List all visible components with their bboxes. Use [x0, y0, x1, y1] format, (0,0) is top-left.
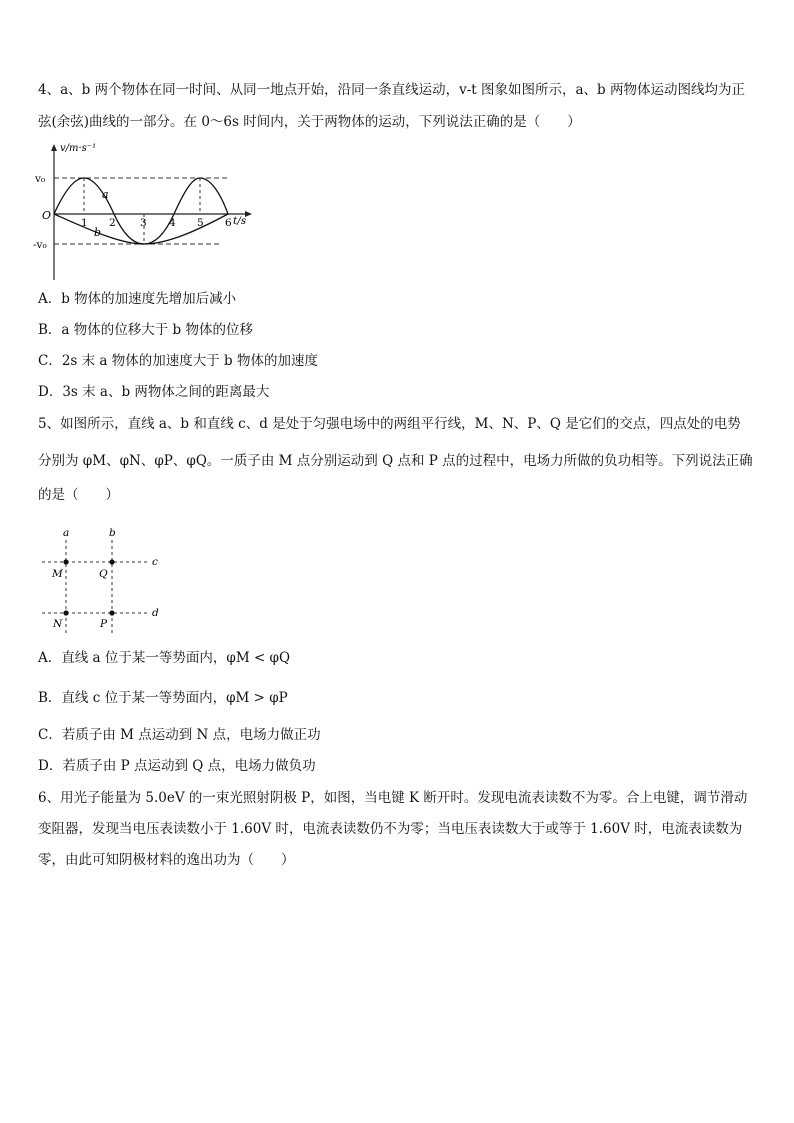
q5-grid-figure: [36, 526, 176, 636]
label-d: d: [152, 607, 159, 619]
tick-4: 4: [169, 217, 176, 229]
y-axis-label: v/m·s⁻¹: [60, 143, 97, 154]
origin-label: O: [42, 209, 52, 222]
x-axis-label: t/s: [233, 215, 247, 227]
point-q: [109, 559, 114, 564]
q4-option-d[interactable]: D．3s 末 a、b 两物体之间的距离最大: [38, 384, 270, 400]
label-q: Q: [99, 568, 108, 580]
y-axis-arrow: [51, 144, 57, 151]
v0-label: v₀: [35, 173, 46, 185]
q4-option-a[interactable]: A．b 物体的加速度先增加后减小: [38, 291, 237, 307]
q4-option-b[interactable]: B．a 物体的位移大于 b 物体的位移: [38, 322, 253, 338]
tick-5: 5: [197, 217, 204, 229]
tick-1: 1: [81, 217, 88, 229]
q5-option-a[interactable]: A．直线 a 位于某一等势面内，φM < φQ: [38, 650, 291, 666]
q5-stem-line3: 的是（ ）: [38, 487, 119, 503]
label-n: N: [53, 618, 63, 630]
neg-v0-label: -v₀: [33, 239, 47, 251]
tick-6: 6: [225, 217, 232, 229]
q5-stem-line2: 分别为 φM、φN、φP、φQ。一质子由 M 点分别运动到 Q 点和 P 点的过程中，电场力所做的负功相等。下列说法正确: [38, 453, 753, 469]
label-a: a: [63, 527, 70, 539]
q6-stem-line1: 6、用光子能量为 5.0eV 的一束光照射阴极 P，如图，当电键 K 断开时。发现电流表读数不为零。合上电键，调节滑动: [38, 790, 748, 806]
label-m: M: [52, 568, 63, 580]
q6-stem-line2: 变阻器，发现当电压表读数小于 1.60V 时，电流表读数仍不为零；当电压表读数大于或等于 1.60V 时，电流表读数为: [38, 821, 743, 837]
point-n: [63, 610, 68, 615]
q4-stem-line1: 4、a、b 两个物体在同一时间、从同一地点开始，沿同一条直线运动，v-t 图象如图所示，a、b 两物体运动图线均为正: [38, 82, 745, 98]
point-p: [109, 610, 114, 615]
label-p: P: [100, 618, 108, 630]
tick-2: 2: [109, 217, 116, 229]
q5-option-c[interactable]: C．若质子由 M 点运动到 N 点，电场力做正功: [38, 727, 321, 743]
curve-a: [54, 178, 228, 244]
label-b: b: [109, 527, 116, 539]
q4-stem-line2: 弦(余弦)曲线的一部分。在 0～6s 时间内，关于两物体的运动，下列说法正确的是（ ）: [38, 114, 581, 130]
point-m: [63, 559, 68, 564]
q4-vt-graph: [30, 142, 260, 282]
q5-option-b[interactable]: B．直线 c 位于某一等势面内，φM > φP: [38, 690, 288, 706]
q5-stem-line1: 5、如图所示，直线 a、b 和直线 c、d 是处于匀强电场中的两组平行线，M、N、P、Q 是它们的交点，四点处的电势: [38, 416, 741, 432]
q4-option-c[interactable]: C．2s 末 a 物体的加速度大于 b 物体的加速度: [38, 353, 318, 369]
q6-stem-line3: 零，由此可知阴极材料的逸出功为（ ）: [38, 852, 295, 868]
curve-b-label: b: [94, 226, 102, 239]
label-c: c: [152, 556, 158, 568]
tick-3: 3: [140, 217, 147, 229]
curve-a-label: a: [102, 188, 109, 201]
q5-option-d[interactable]: D．若质子由 P 点运动到 Q 点，电场力做负功: [38, 758, 316, 774]
